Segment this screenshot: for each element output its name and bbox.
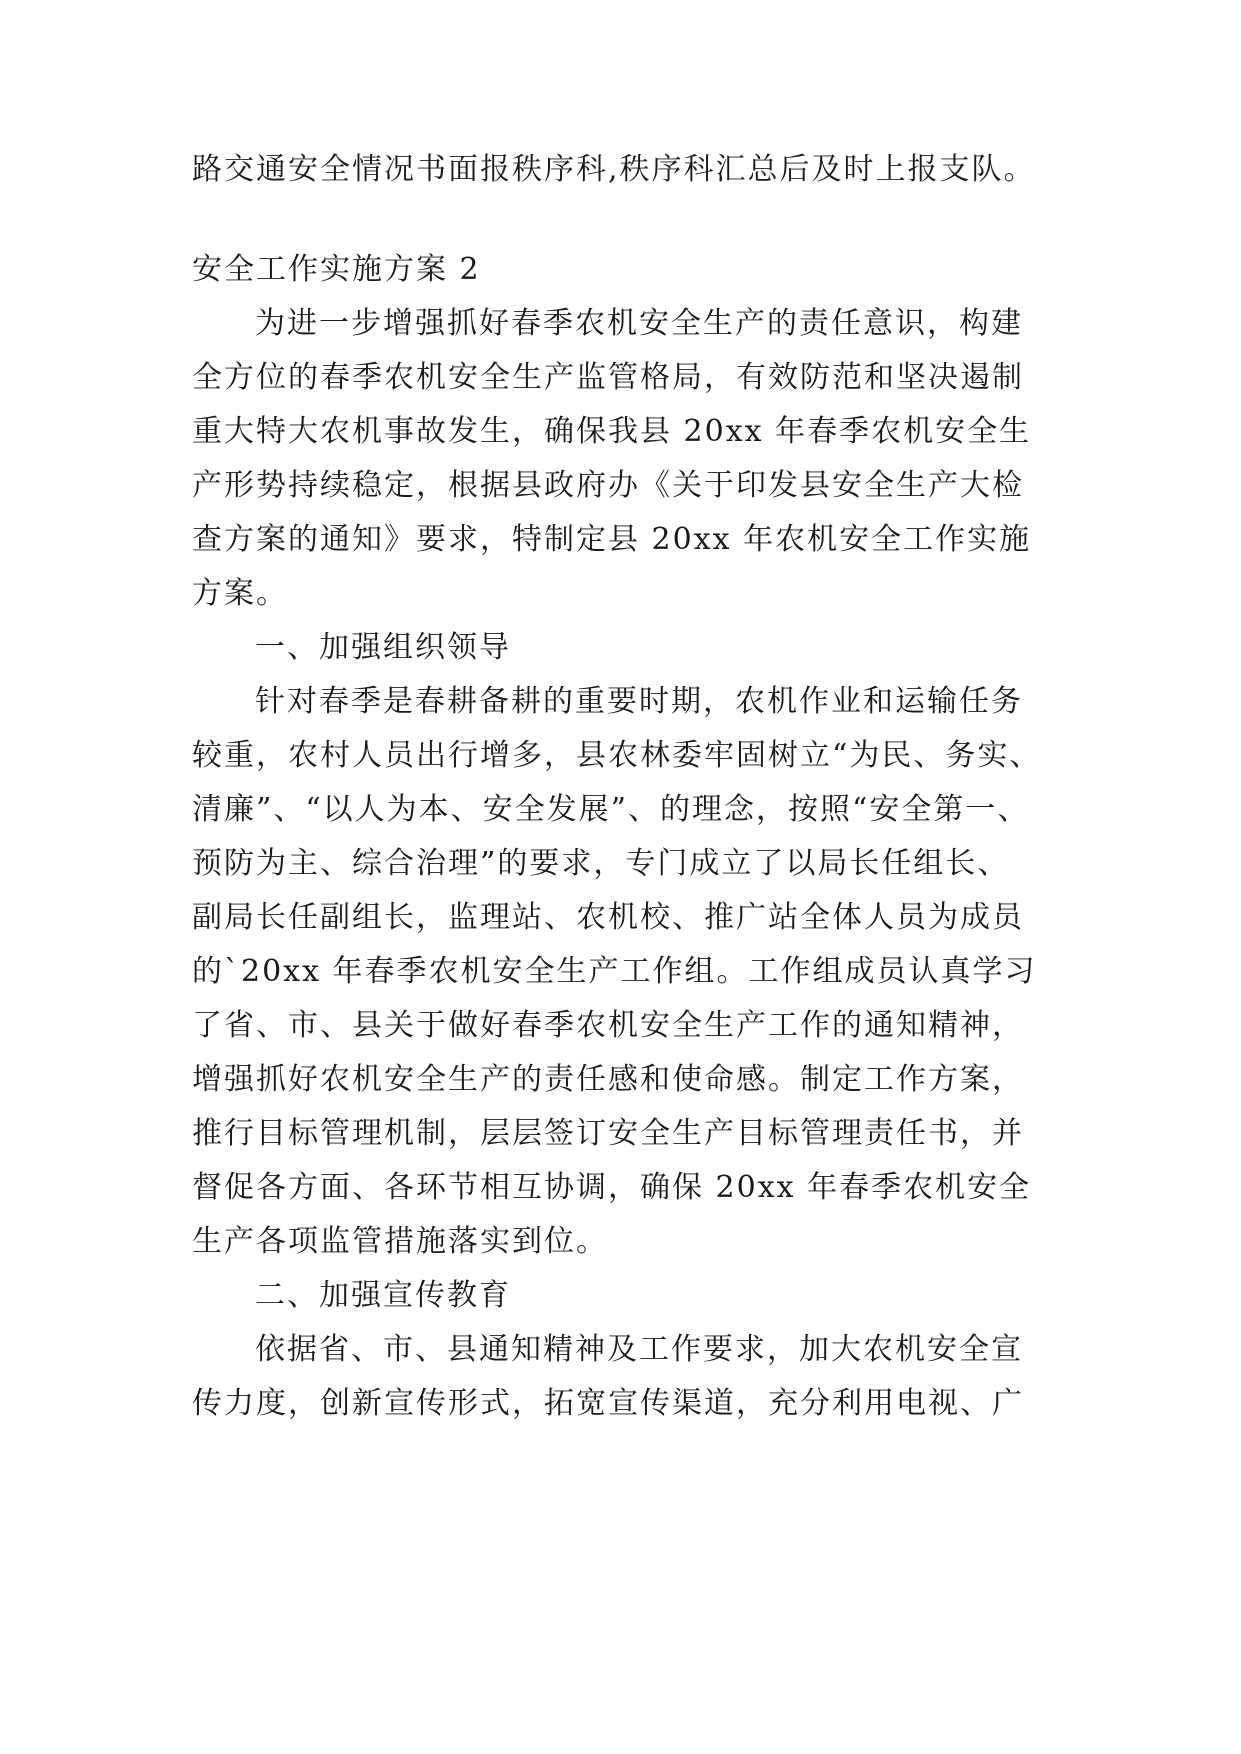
paragraph-line: 了省、市、县关于做好春季农机安全生产工作的通知精神，	[192, 1008, 1024, 1043]
paragraph-line: 推行目标管理机制，层层签订安全生产目标管理责任书，并	[192, 1116, 1024, 1151]
heading-publicity: 二、加强宣传教育	[255, 1278, 511, 1313]
previous-section-tail: 路交通安全情况书面报秩序科,秩序科汇总后及时上报支队。	[192, 152, 1036, 187]
intro-line: 查方案的通知》要求，特制定县 20xx 年农机安全工作实施	[192, 522, 1032, 557]
paragraph-line: 清廉”、“以人为本、安全发展”、的理念，按照“安全第一、	[192, 792, 1030, 827]
heading-organization: 一、加强组织领导	[255, 630, 511, 665]
paragraph-line: 针对春季是春耕备耕的重要时期，农机作业和运输任务	[255, 684, 1023, 719]
paragraph-line: 的`20xx 年春季农机安全生产工作组。工作组成员认真学习	[192, 954, 1037, 989]
paragraph-line: 依据省、市、县通知精神及工作要求，加大农机安全宣	[255, 1332, 1023, 1367]
paragraph-line: 传力度，创新宣传形式，拓宽宣传渠道，充分利用电视、广	[192, 1386, 1024, 1421]
intro-line: 为进一步增强抓好春季农机安全生产的责任意识，构建	[255, 306, 1023, 341]
intro-line: 重大特大农机事故发生，确保我县 20xx 年春季农机安全生	[192, 414, 1032, 449]
section-title: 安全工作实施方案 2	[192, 252, 481, 287]
paragraph-line: 较重，农村人员出行增多，县农林委牢固树立“为民、务实、	[192, 738, 1042, 773]
paragraph-line: 生产各项监管措施落实到位。	[192, 1224, 608, 1259]
paragraph-line: 预防为主、综合治理”的要求，专门成立了以局长任组长、	[192, 846, 1010, 881]
intro-line: 产形势持续稳定，根据县政府办《关于印发县安全生产大检	[192, 468, 1024, 503]
intro-line: 方案。	[192, 576, 288, 611]
intro-line: 全方位的春季农机安全生产监管格局，有效防范和坚决遏制	[192, 360, 1024, 395]
paragraph-line: 增强抓好农机安全生产的责任感和使命感。制定工作方案，	[192, 1062, 1024, 1097]
paragraph-line: 副局长任副组长，监理站、农机校、推广站全体人员为成员	[192, 900, 1024, 935]
paragraph-line: 督促各方面、各环节相互协调，确保 20xx 年春季农机安全	[192, 1170, 1032, 1205]
